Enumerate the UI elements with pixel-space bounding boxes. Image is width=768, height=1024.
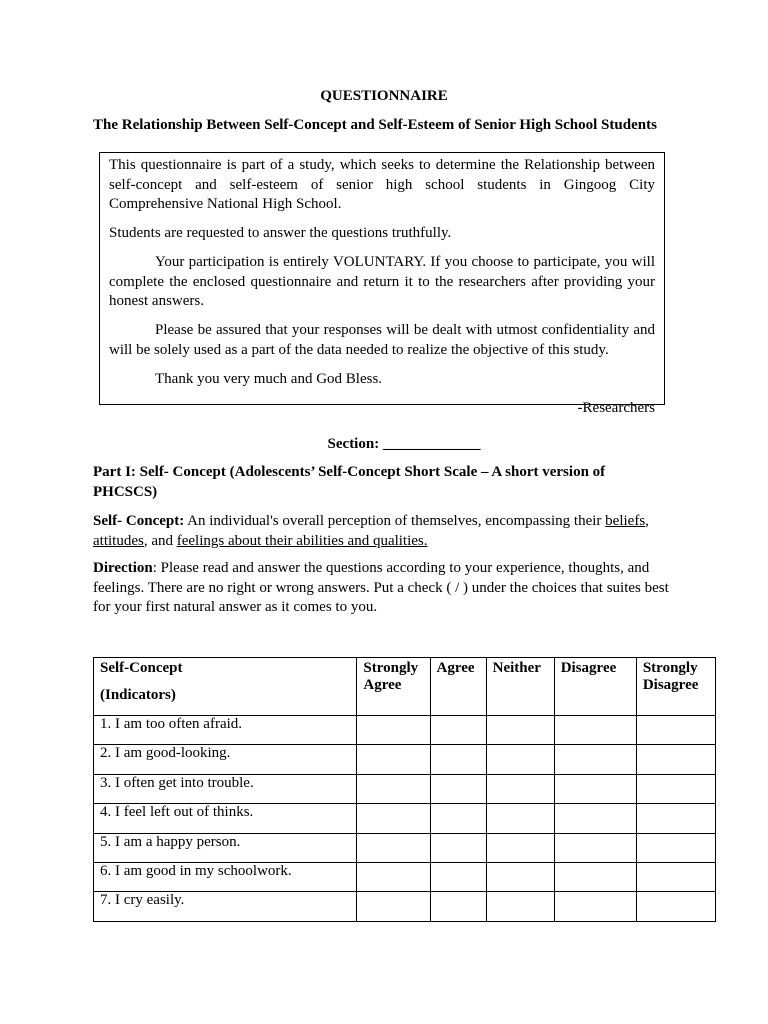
intro-paragraph-request: Students are requested to answer the questions truthfully. xyxy=(109,225,452,241)
table-row xyxy=(94,774,716,803)
indicator-subtitle: (Indicators) xyxy=(100,687,176,703)
intro-paragraph-voluntary: Your participation is entirely VOLUNTARY. If you choose to participate, you will complete the enclosed questionnaire and return it to the researchers after providing your honest answers. xyxy=(109,254,655,309)
indicator-cell: 7. I cry easily. xyxy=(94,892,357,921)
table-row xyxy=(94,892,716,921)
definition-feelings: feelings about their abilities and qualities. xyxy=(176,532,428,549)
check-cell[interactable] xyxy=(430,862,486,891)
indicator-cell: 1. I am too often afraid. xyxy=(94,716,357,745)
table-row xyxy=(94,716,716,745)
check-cell[interactable] xyxy=(486,745,554,774)
check-cell[interactable] xyxy=(554,774,636,803)
table-row xyxy=(94,745,716,774)
part-heading: Part I: Self- Concept (Adolescents’ Self-Concept Short Scale – A short version of PHCSCS) xyxy=(93,464,606,500)
check-cell[interactable] xyxy=(430,892,486,921)
self-concept-table xyxy=(93,657,716,922)
choice-strongly-disagree-header: Strongly Disagree xyxy=(636,658,715,716)
choice-neither-header: Neither xyxy=(486,658,554,716)
check-cell[interactable] xyxy=(554,833,636,862)
direction-term: Direction xyxy=(93,560,153,576)
check-cell[interactable] xyxy=(486,716,554,745)
check-cell[interactable] xyxy=(486,804,554,833)
check-cell[interactable] xyxy=(430,833,486,862)
definition-and: , and xyxy=(143,532,177,549)
check-cell[interactable] xyxy=(357,862,430,891)
choice-disagree-header: Disagree xyxy=(554,658,636,716)
check-cell[interactable] xyxy=(554,716,636,745)
indicator-cell: 6. I am good in my schoolwork. xyxy=(94,862,357,891)
intro-paragraph-thanks: Thank you very much and God Bless. xyxy=(155,370,383,387)
choice-strongly-agree-header: Strongly Agree xyxy=(357,658,430,716)
table-row xyxy=(94,833,716,862)
check-cell[interactable] xyxy=(554,892,636,921)
check-cell[interactable] xyxy=(636,862,715,891)
check-cell[interactable] xyxy=(357,774,430,803)
indicator-cell: 3. I often get into trouble. xyxy=(94,774,357,803)
check-cell[interactable] xyxy=(357,892,430,921)
check-cell[interactable] xyxy=(636,892,715,921)
check-cell[interactable] xyxy=(554,745,636,774)
check-cell[interactable] xyxy=(357,833,430,862)
table-row xyxy=(94,862,716,891)
intro-box xyxy=(99,152,665,416)
definition-attitudes: attitudes xyxy=(93,532,144,549)
section-label: Section: xyxy=(327,436,380,452)
definition-sep: , xyxy=(645,513,649,529)
indicator-header xyxy=(94,658,357,716)
check-cell[interactable] xyxy=(636,716,715,745)
page-title: QUESTIONNAIRE xyxy=(320,88,448,104)
check-cell[interactable] xyxy=(636,745,715,774)
intro-signature: -Researchers xyxy=(577,399,655,416)
check-cell[interactable] xyxy=(486,833,554,862)
definition-beliefs: beliefs xyxy=(605,513,646,529)
indicator-title: Self-Concept xyxy=(100,660,183,676)
intro-paragraph-purpose: This questionnaire is part of a study, which seeks to determine the Relationship between self-concept and self-esteem of senior high school students in Gingoog City Comprehensive National High School. xyxy=(109,157,655,212)
definition-term: Self- Concept: xyxy=(93,513,185,529)
section-blank[interactable]: _____________ xyxy=(382,436,481,452)
check-cell[interactable] xyxy=(554,862,636,891)
check-cell[interactable] xyxy=(357,804,430,833)
check-cell[interactable] xyxy=(430,745,486,774)
definition-paragraph xyxy=(93,512,683,551)
check-cell[interactable] xyxy=(357,716,430,745)
section-field xyxy=(0,435,768,455)
intro-paragraph-confidentiality: Please be assured that your responses will be dealt with utmost confidentiality and will be solely used as a part of the data needed to realize the objective of this study. xyxy=(109,322,655,358)
check-cell[interactable] xyxy=(486,892,554,921)
check-cell[interactable] xyxy=(430,774,486,803)
definition-text: An individual's overall perception of themselves, encompassing their xyxy=(184,513,606,529)
check-cell[interactable] xyxy=(430,716,486,745)
check-cell[interactable] xyxy=(357,745,430,774)
direction-text: : Please read and answer the questions according to your experience, thoughts, and feelings. There are no right or wrong answers. Put a check ( / ) under the choices that suites best for your first natural answer as it comes to you. xyxy=(93,560,669,615)
indicator-cell: 5. I am a happy person. xyxy=(94,833,357,862)
study-title: The Relationship Between Self-Concept and Self-Esteem of Senior High School Students xyxy=(93,117,657,133)
check-cell[interactable] xyxy=(636,804,715,833)
table-row xyxy=(94,804,716,833)
choice-agree-header: Agree xyxy=(430,658,486,716)
indicator-cell: 4. I feel left out of thinks. xyxy=(94,804,357,833)
check-cell[interactable] xyxy=(554,804,636,833)
check-cell[interactable] xyxy=(636,774,715,803)
check-cell[interactable] xyxy=(486,774,554,803)
indicator-cell: 2. I am good-looking. xyxy=(94,745,357,774)
table-header-row xyxy=(94,658,716,716)
direction-paragraph xyxy=(93,559,683,618)
check-cell[interactable] xyxy=(636,833,715,862)
check-cell[interactable] xyxy=(486,862,554,891)
check-cell[interactable] xyxy=(430,804,486,833)
